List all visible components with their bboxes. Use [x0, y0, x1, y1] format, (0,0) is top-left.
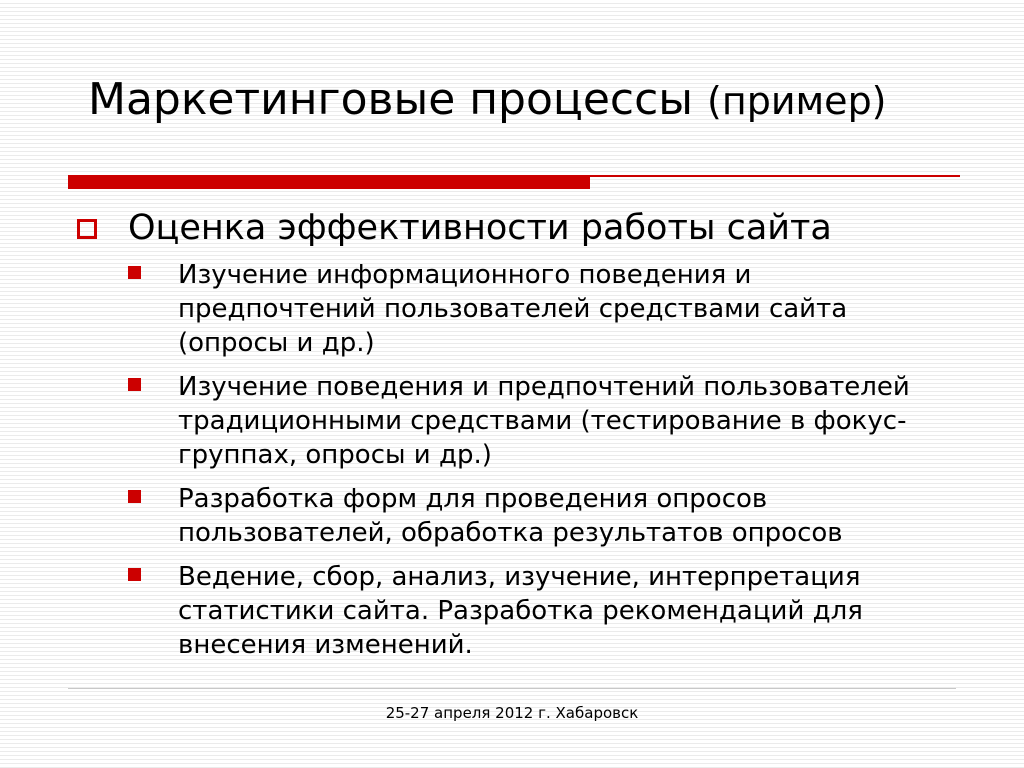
level1-bullet-item: [77, 205, 977, 253]
filled-square-icon: [128, 266, 141, 279]
footer-divider: [68, 688, 956, 689]
sub-bullet-list: [128, 258, 948, 672]
title-underline-thin: [590, 175, 960, 177]
hollow-square-icon: [77, 219, 97, 239]
slide-title: [88, 70, 988, 131]
slide-title-suffix: (пример): [707, 79, 887, 123]
title-underline: [68, 175, 960, 189]
list-item-text: Ведение, сбор, анализ, изучение, интерпретация статистики сайта. Разработка рекомендаций для внесения изменений.: [178, 562, 863, 660]
list-item-text: Разработка форм для проведения опросов пользователей, обработка результатов опросов: [178, 484, 843, 548]
list-item: [128, 560, 948, 662]
list-item-text: Изучение информационного поведения и предпочтений пользователей средствами сайта (опросы и др.): [178, 260, 848, 358]
filled-square-icon: [128, 490, 141, 503]
filled-square-icon: [128, 568, 141, 581]
title-underline-thick: [68, 175, 590, 189]
filled-square-icon: [128, 378, 141, 391]
list-item-text: Изучение поведения и предпочтений пользователей традиционными средствами (тестирование в фокус-группах, опросы и др.): [178, 372, 910, 470]
list-item: [128, 370, 948, 472]
level1-heading: Оценка эффективности работы сайта: [128, 208, 832, 248]
list-item: [128, 258, 948, 360]
footer-date-location: 25-27 апреля 2012 г. Хабаровск: [385, 704, 639, 722]
slide-title-main: Маркетинговые процессы: [88, 74, 694, 125]
list-item: [128, 482, 948, 550]
